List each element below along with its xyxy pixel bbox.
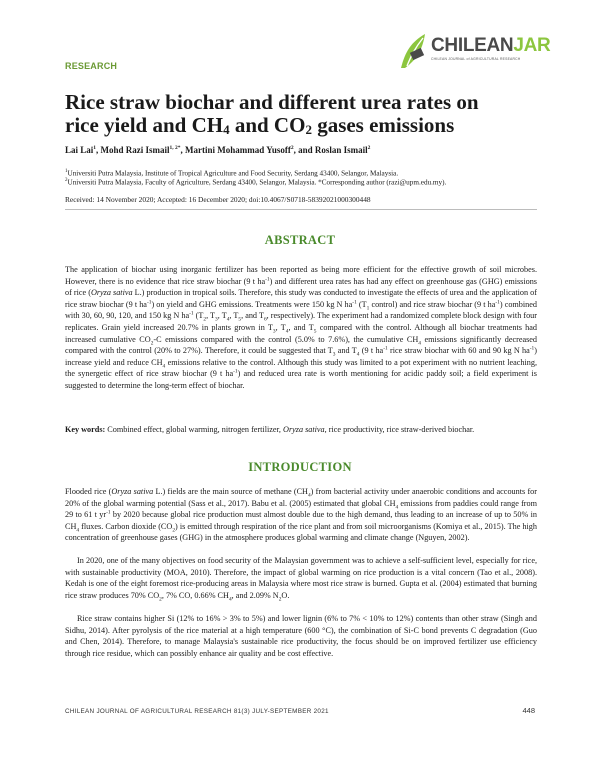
title-line2-b: and CO <box>229 113 306 137</box>
header-divider <box>65 209 537 210</box>
intro-span: Flooded rice ( <box>65 487 112 496</box>
abstract-span: The application of biochar using inorganic fertilizer has been reported as being more efficient for the effective growth of soil microbes. However, there is no evidence that rice straw biochar (9 t ha <box>65 265 537 286</box>
intro-span: , and 2.09% N <box>231 590 279 600</box>
abstract-span: , T <box>229 311 239 321</box>
title-line1: Rice straw biochar and different urea rates on <box>65 90 479 114</box>
intro-sub: 4 <box>228 596 232 603</box>
abstract-span: and T <box>335 346 357 356</box>
abstract-species: Oryza sativa <box>90 288 133 298</box>
intro-span: by 2020 because global rice production must almost double due to the high demand, thus leading to an increase of up to 50% in CH <box>65 510 537 531</box>
abstract-span: (T <box>356 299 367 309</box>
intro-sub: 4 <box>307 492 311 499</box>
abstract-span: compared with the control. Although all biochar treatments had increased cumulative CO <box>65 322 537 344</box>
abstract-span: , respectively). The experiment had a randomized complete block design with four replicates. Grain yield increased 20.7% in plants grown in T <box>65 311 537 332</box>
journal-logo-name <box>431 36 550 56</box>
abstract-span: ) on yield and GHG emissions. Treatments were 150 kg N ha <box>151 299 353 309</box>
abstract-sub: 4 <box>226 317 230 324</box>
abstract-span: , T <box>206 311 216 321</box>
abstract-sub: 2 <box>203 317 207 324</box>
abstract-sup: -1 <box>233 368 238 375</box>
author-affiliation-mark: 2 <box>367 145 371 151</box>
author-name: Mohd Razi Ismail <box>100 145 170 155</box>
abstract-sub: 3 <box>215 317 218 324</box>
intro-species: Oryza sativa <box>111 487 154 496</box>
author-affiliation-mark: 2 <box>290 145 294 151</box>
affiliation-mark: 2 <box>65 178 68 183</box>
abstract-sub: 3 <box>272 328 276 335</box>
abstract-span: , T <box>275 322 286 332</box>
intro-sub: 2 <box>172 527 176 534</box>
abstract-span: , and T <box>241 311 264 321</box>
abstract-text <box>65 264 537 392</box>
abstract-sup: -1 <box>495 299 500 306</box>
intro-span: In 2020, one of the many objectives on food security of the Malaysian government was to achieve a self-sufficient level, especially for rice, with sustainable productivity (MOA, 2010). Therefore, the impact of global warming on rice production is a vital concern (Tao et al., 2008). Kedah is one of the eight foremost rice-producing areas in Malaysia where most rice straw is burned. Gupta et al. (2004) estimated that burning rice straw produces 70% CO <box>65 556 537 600</box>
abstract-sup: -1 <box>189 310 194 317</box>
abstract-span: L.) production in tropical soils. Therefore, this study was conducted to investigate the effects of urea and the application of rice straw biochar (9 t ha <box>65 288 537 309</box>
abstract-span: control) and rice straw biochar (9 t ha <box>369 299 496 309</box>
keywords-species: Oryza sativa <box>283 425 325 434</box>
received-accepted-doi: Received: 14 November 2020; Accepted: 16 December 2020; doi:10.4067/S0718-58392021000300448 <box>65 195 371 204</box>
abstract-span: emissions relative to the control. Although this study was limited to a pot experiment with no nutrient leaching, the synergetic effect of rice straw biochar (9 t ha <box>65 357 537 379</box>
intro-paragraph-1 <box>65 486 537 544</box>
intro-span: Rice straw contains higher Si (12% to 16% > 3% to 5%) and lower lignin (6% to 7% < 10% to 12%) contents than other straw (Singh and Sidhu, 2014). After pyrolysis of the rice material at a high temperature (600 °C), the combination of Si-C bond prevents C degradation (Guo and Chen, 2014). Therefore, to manage Malaysia's sustainable rice productivity, the focus should be on improved fertilizer use efficiency through rice residue, which can possibly enhance air quality and be cost effective. <box>65 614 537 658</box>
intro-sub: 2 <box>278 596 282 603</box>
page-number: 448 <box>522 706 535 715</box>
intro-sub: 4 <box>395 504 399 511</box>
abstract-span: , T <box>217 311 227 321</box>
keywords <box>65 424 537 436</box>
keywords-text: , rice productivity, rice straw-derived biochar. <box>324 425 475 434</box>
keywords-label: Key words: <box>65 425 106 434</box>
affiliation-mark: 1 <box>65 169 68 174</box>
logo-name-part2: JAR <box>513 35 551 56</box>
intro-span: fluxes. Carbon dioxide (CO <box>79 521 173 531</box>
author-separator: , <box>96 145 101 155</box>
author-affiliation-mark: 1 <box>93 145 97 151</box>
intro-span: , 7% CO, 0.66% CH <box>161 590 229 600</box>
abstract-sub: 5 <box>313 328 317 335</box>
abstract-span: ) and different urea rates has had any effect on greenhouse gas (GHG) emissions of rice ( <box>65 276 537 298</box>
intro-sub: 2 <box>159 596 162 603</box>
abstract-sup: -1 <box>146 299 152 306</box>
intro-paragraph-3 <box>65 613 537 659</box>
intro-paragraph-2 <box>65 555 537 601</box>
affiliation-text: Universiti Putra Malaysia, Faculty of Agriculture, Serdang 43400, Selangor, Malaysia. *Corresponding author (razi@upm.edu.my). <box>67 178 447 187</box>
abstract-span: -C emissions compared with the control (5.0% to 7.6%), the cumulative CH <box>153 334 419 344</box>
abstract-sup: -1 <box>529 345 535 352</box>
journal-footer: CHILEAN JOURNAL OF AGRICULTURAL RESEARCH 81(3) JULY-SEPTEMBER 2021 <box>65 708 329 715</box>
intro-span: ) from bacterial activity under anaerobic conditions and accounts for 20% of the global warming potential (Sass et al., 2017). Babu et al. (2005) estimated that global CH <box>65 487 537 508</box>
intro-sup: -1 <box>106 509 111 516</box>
abstract-sub: 3 <box>332 351 336 358</box>
article-title <box>65 91 545 137</box>
section-label: RESEARCH <box>65 61 118 71</box>
abstract-sub: 4 <box>285 328 289 335</box>
intro-span: O. <box>281 590 290 600</box>
abstract-sub: 4 <box>418 340 421 347</box>
title-subscript-co2: 2 <box>305 122 312 137</box>
abstract-sub: 2 <box>150 340 154 347</box>
intro-span: ) is emitted through respiration of the rice plant and from soil microorganisms (Komiya et al., 2015). The high concentration of greenhouse gases (GHG) in the atmosphere produces global warming and climate change (Nguyen, 2002). <box>65 521 537 543</box>
introduction-heading: INTRODUCTION <box>248 460 352 474</box>
abstract-sub: 1 <box>366 305 370 312</box>
journal-logo-subtitle: CHILEAN JOURNAL of AGRICULTURAL RESEARCH <box>431 57 521 61</box>
title-line2-a: rice yield and CH <box>65 113 224 137</box>
abstract-sup: -1 <box>383 345 388 352</box>
journal-logo <box>397 30 577 70</box>
affiliation-text: Universiti Putra Malaysia, Institute of Tropical Agriculture and Food Security, Serdang 43400, Selangor, Malaysia. <box>67 169 399 178</box>
intro-span: L.) fields are the main source of methane (CH <box>153 487 308 496</box>
abstract-span: ) increase yield and reduce CH <box>65 346 537 367</box>
abstract-sub: 5 <box>238 317 242 324</box>
leaf-logo-icon <box>397 30 431 70</box>
title-subscript-ch4: 4 <box>223 122 230 137</box>
author-name: Roslan Ismail <box>314 145 368 155</box>
abstract-sup: -1 <box>352 299 357 306</box>
abstract-sup: -1 <box>265 275 270 282</box>
affiliation <box>65 176 446 187</box>
abstract-span: , and T <box>288 322 314 332</box>
author-list <box>65 145 370 155</box>
abstract-span: (T <box>193 311 204 321</box>
abstract-span: emissions significantly decreased compared with the control (20% to 27%). Therefore, it could be suggested that T <box>65 334 537 356</box>
intro-span: emissions from paddies could range from 29 to 61 t yr <box>65 498 537 520</box>
abstract-sub: 4 <box>356 351 360 358</box>
intro-sub: 4 <box>76 527 80 534</box>
abstract-span: (9 t ha <box>359 346 384 356</box>
author-separator: , <box>180 145 186 155</box>
abstract-sub: 4 <box>162 363 166 370</box>
abstract-span: ) combined with 30, 60, 90, 120, and 150 kg N ha <box>65 299 537 321</box>
title-line2-c: gases emissions <box>311 113 455 137</box>
author-affiliation-mark: 1, 2* <box>169 145 181 151</box>
abstract-heading: ABSTRACT <box>264 233 336 247</box>
abstract-span: ) and reduced urea rate is worth mentioning for acidic paddy soil; a field experiment is suggested to determine the long-term effect of biochar. <box>65 369 537 390</box>
author-name: Martini Mohammad Yusoff <box>185 145 291 155</box>
keywords-text: Combined effect, global warming, nitrogen fertilizer, <box>105 425 284 434</box>
abstract-span: rice straw biochar with 60 and 90 kg N ha <box>387 346 530 356</box>
author-name: Lai Lai <box>65 145 94 155</box>
abstract-sub: 6 <box>263 317 267 324</box>
author-separator: , and <box>293 145 315 155</box>
logo-name-part1: CHILEAN <box>431 35 514 56</box>
